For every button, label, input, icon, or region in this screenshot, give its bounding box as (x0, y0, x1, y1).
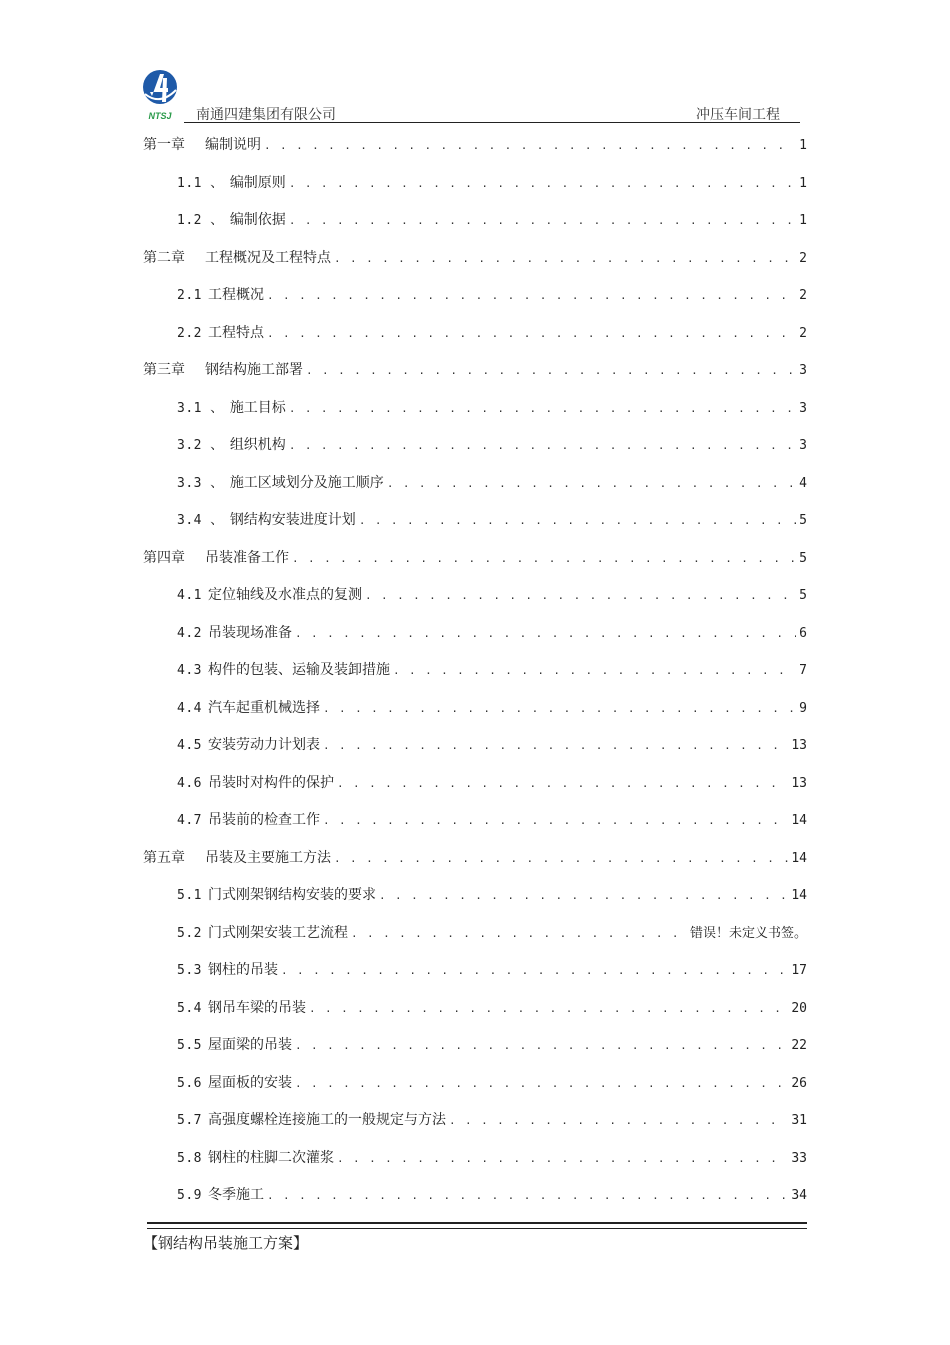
toc-entry-title: 门式刚架安装工艺流程 (207, 924, 348, 941)
toc-section-entry[interactable] (143, 877, 807, 915)
toc-section-entry[interactable] (143, 802, 807, 840)
toc-entry-number: 第四章 (143, 549, 185, 566)
toc-entry-page: 5 (799, 550, 807, 566)
toc-entry-title: 编制说明 (205, 137, 261, 153)
toc-entry-page: 33 (791, 1150, 807, 1166)
toc-entry-page: 26 (791, 1075, 807, 1091)
toc-dot-leader (295, 615, 796, 653)
toc-section-entry[interactable] (143, 1065, 807, 1103)
toc-entry-page: 5 (799, 588, 807, 603)
toc-entry-title: 钢结构施工部署 (205, 362, 303, 378)
toc-entry-page: 14 (791, 813, 807, 828)
toc-section-entry[interactable] (143, 765, 807, 803)
toc-entry-page: 31 (791, 1113, 807, 1128)
toc-entry-title: 安装劳动力计划表 (207, 737, 320, 753)
toc-entry-number: 5.8 (177, 1150, 202, 1166)
toc-dot-leader (264, 127, 796, 165)
toc-dot-leader (449, 1102, 788, 1140)
toc-dot-leader (267, 315, 796, 353)
toc-section-entry[interactable] (143, 277, 807, 315)
toc-dot-leader (359, 502, 796, 540)
toc-entry-page: 1 (799, 213, 807, 228)
toc-dot-leader (337, 1140, 788, 1178)
toc-entry-number: 5.3 (177, 963, 202, 978)
toc-entry-title: 工程概况 (207, 287, 264, 303)
toc-entry-number: 5.6 (177, 1075, 202, 1091)
toc-entry-page: 34 (791, 1188, 807, 1203)
toc-entry-title: 吊装前的检查工作 (207, 812, 320, 828)
toc-dot-leader (323, 802, 788, 840)
toc-entry-number: 3.4 、 (177, 513, 224, 528)
toc-entry-page: 14 (791, 888, 807, 903)
toc-entry-page: 2 (799, 250, 807, 266)
footer-document-title: 【钢结构吊装施工方案】 (143, 1234, 309, 1252)
toc-dot-leader (379, 877, 788, 915)
toc-entry-title: 工程概况及工程特点 (205, 249, 331, 266)
toc-entry-number: 第三章 (143, 362, 185, 378)
toc-entry-page: 14 (791, 850, 807, 866)
toc-entry-number: 第五章 (143, 849, 185, 866)
toc-entry-number: 1.1 、 (177, 175, 224, 191)
toc-section-entry[interactable] (143, 952, 807, 990)
toc-entry-title: 冬季施工 (207, 1187, 264, 1203)
toc-entry-number: 1.2 、 (177, 213, 224, 228)
toc-section-entry[interactable] (143, 690, 807, 728)
toc-entry-number: 5.1 (177, 888, 202, 903)
toc-chapter-entry[interactable] (143, 540, 807, 578)
toc-entry-number: 5.5 (177, 1038, 202, 1053)
toc-entry-page: 3 (799, 400, 807, 416)
toc-entry-title: 组织机构 (229, 437, 286, 453)
toc-section-entry[interactable] (143, 577, 807, 615)
toc-entry-page: 6 (799, 625, 807, 641)
toc-entry-title: 高强度螺栓连接施工的一般规定与方法 (207, 1112, 446, 1128)
toc-section-entry[interactable] (143, 727, 807, 765)
toc-entry-number: 4.2 (177, 625, 202, 641)
toc-dot-leader (281, 952, 788, 990)
toc-entry-page: 22 (791, 1038, 807, 1053)
toc-section-entry[interactable] (143, 1102, 807, 1140)
toc-entry-page: 5 (799, 513, 807, 528)
toc-entry-title: 钢吊车梁的吊装 (207, 999, 306, 1016)
toc-dot-leader (289, 202, 796, 240)
toc-entry-title: 编制原则 (229, 174, 286, 191)
page-header (140, 66, 800, 124)
toc-entry-number: 4.7 (177, 813, 202, 828)
toc-entry-title: 钢柱的柱脚二次灌浆 (207, 1149, 334, 1166)
toc-entry-title: 构件的包装、运输及装卸措施 (207, 662, 390, 678)
toc-entry-number: 5.2 (177, 925, 202, 941)
toc-chapter-entry[interactable] (143, 840, 807, 878)
toc-entry-number: 3.3 、 (177, 475, 224, 491)
toc-dot-leader (289, 390, 796, 428)
project-name: 冲压车间工程 (696, 107, 780, 123)
toc-entry-title: 编制依据 (229, 212, 286, 228)
toc-entry-title: 屋面梁的吊装 (207, 1037, 292, 1053)
toc-entry-title: 工程特点 (207, 324, 264, 341)
toc-entry-title: 吊装及主要施工方法 (205, 849, 331, 866)
toc-dot-leader (295, 1065, 788, 1103)
toc-dot-leader (267, 1177, 788, 1215)
toc-entry-title: 门式刚架钢结构安装的要求 (207, 887, 376, 903)
toc-entry-page: 3 (799, 438, 807, 453)
toc-entry-number: 4.1 (177, 588, 202, 603)
toc-entry-number: 3.1 、 (177, 400, 224, 416)
toc-section-entry[interactable] (143, 652, 807, 690)
toc-section-entry[interactable] (143, 202, 807, 240)
header-divider (184, 122, 800, 123)
toc-entry-page: 4 (799, 475, 807, 491)
toc-chapter-entry[interactable] (143, 240, 807, 278)
toc-dot-leader (334, 840, 788, 878)
company-logo-icon (140, 66, 180, 122)
toc-section-entry[interactable] (143, 315, 807, 353)
logo-text: NTSJ (148, 111, 172, 121)
toc-section-entry[interactable] (143, 390, 807, 428)
toc-entry-page: 17 (791, 963, 807, 978)
toc-entry-number: 第二章 (143, 249, 185, 266)
toc-chapter-entry[interactable] (143, 127, 807, 165)
toc-section-entry[interactable] (143, 1140, 807, 1178)
toc-dot-leader (337, 765, 788, 803)
toc-dot-leader (295, 1027, 788, 1065)
toc-section-entry[interactable] (143, 465, 807, 503)
toc-dot-leader (289, 427, 796, 465)
toc-section-entry[interactable] (143, 502, 807, 540)
toc-entry-page: 20 (791, 1000, 807, 1016)
toc-entry-page: 13 (791, 738, 807, 753)
toc-entry-title: 定位轴线及水准点的复测 (207, 587, 362, 603)
toc-entry-page: 2 (799, 288, 807, 303)
toc-entry-page: 1 (799, 175, 807, 191)
toc-dot-leader (323, 727, 788, 765)
toc-entry-title: 屋面板的安装 (207, 1074, 292, 1091)
toc-entry-number: 4.5 (177, 738, 202, 753)
toc-entry-number: 2.1 (177, 288, 202, 303)
company-name: 南通四建集团有限公司 (196, 107, 336, 123)
toc-section-entry[interactable] (143, 915, 807, 953)
toc-entry-title: 施工目标 (229, 399, 286, 416)
toc-entry-page: 7 (799, 663, 807, 678)
toc-entry-title: 施工区域划分及施工顺序 (229, 474, 384, 491)
toc-dot-leader (393, 652, 796, 690)
toc-section-entry[interactable] (143, 1027, 807, 1065)
toc-entry-title: 钢结构安装进度计划 (229, 512, 356, 528)
toc-entry-page: 3 (799, 363, 807, 378)
toc-entry-page: 错误！未定义书签。 (689, 925, 807, 941)
table-of-contents (143, 127, 807, 1215)
toc-entry-number: 5.4 (177, 1000, 202, 1016)
toc-section-entry[interactable] (143, 165, 807, 203)
toc-dot-leader (309, 990, 788, 1028)
footer-divider-thin (147, 1228, 807, 1229)
toc-dot-leader (323, 690, 796, 728)
toc-entry-title: 钢柱的吊装 (207, 962, 278, 978)
toc-entry-number: 第一章 (143, 137, 185, 153)
toc-entry-title: 吊装时对构件的保护 (207, 774, 334, 791)
toc-section-entry[interactable] (143, 1177, 807, 1215)
toc-dot-leader (334, 240, 796, 278)
toc-entry-page: 1 (799, 138, 807, 153)
toc-dot-leader (292, 540, 796, 578)
toc-entry-page: 13 (791, 775, 807, 791)
toc-section-entry[interactable] (143, 427, 807, 465)
toc-entry-page: 9 (799, 700, 807, 716)
toc-dot-leader (306, 352, 796, 390)
toc-dot-leader (365, 577, 796, 615)
toc-chapter-entry[interactable] (143, 352, 807, 390)
page-footer (143, 1222, 807, 1253)
toc-dot-leader (267, 277, 796, 315)
toc-section-entry[interactable] (143, 615, 807, 653)
toc-entry-page: 2 (799, 325, 807, 341)
toc-entry-number: 5.9 (177, 1188, 202, 1203)
toc-entry-title: 汽车起重机械选择 (207, 699, 320, 716)
toc-dot-leader (351, 915, 687, 953)
toc-entry-number: 3.2 、 (177, 438, 224, 453)
toc-dot-leader (387, 465, 796, 503)
toc-entry-title: 吊装准备工作 (205, 549, 289, 566)
toc-entry-number: 2.2 (177, 325, 202, 341)
footer-divider-thick (147, 1222, 807, 1224)
toc-entry-number: 5.7 (177, 1113, 202, 1128)
toc-entry-number: 4.4 (177, 700, 202, 716)
toc-entry-title: 吊装现场准备 (207, 624, 292, 641)
toc-section-entry[interactable] (143, 990, 807, 1028)
toc-dot-leader (289, 165, 796, 203)
toc-entry-number: 4.6 (177, 775, 202, 791)
toc-entry-number: 4.3 (177, 663, 202, 678)
